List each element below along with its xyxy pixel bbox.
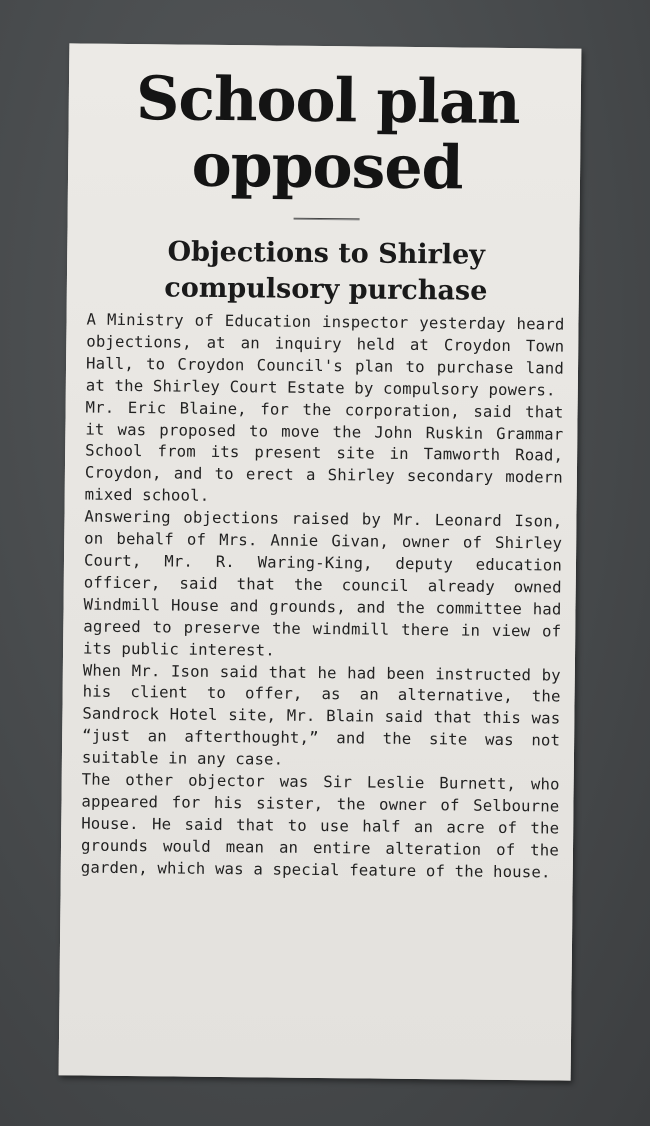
newspaper-clipping bbox=[59, 43, 582, 1080]
article-body bbox=[81, 310, 565, 885]
paragraph-2: Mr. Eric Blaine, for the corporation, said that it was proposed to move the John Ruskin Grammar School from its present site in Tamworth Road, Croydon, and to erect a Shirley secondary modern mixed school. bbox=[84, 398, 564, 506]
headline bbox=[88, 66, 567, 203]
divider-rule bbox=[294, 218, 360, 221]
headline-line-2: opposed bbox=[191, 130, 463, 204]
paragraph-1: A Ministry of Education inspector yesterday heard objections, at an inquiry held at Croydon Town Hall, to Croydon Council's plan to purchase land at the Shirley Court Estate by compulsory powers. bbox=[85, 310, 565, 400]
paragraph-4: When Mr. Ison said that he had been instructed by his client to offer, as an alternative, the Sandrock Hotel site, Mr. Blain said that this was “just an afterthought,” and the site was not suitable in any case. bbox=[81, 661, 561, 769]
paragraph-5: The other objector was Sir Leslie Burnett, who appeared for his sister, the owner of Selbourne House. He said that to use half an acre of the grounds would mean an entire alteration of the garden, which was a special feature of the house. bbox=[80, 770, 560, 882]
headline-line-1: School plan bbox=[135, 64, 520, 139]
subheadline bbox=[87, 234, 566, 311]
paragraph-3: Answering objections raised by Mr. Leonard Ison, on behalf of Mrs. Annie Givan, owner of Shirley Court, Mr. R. Waring-King, deputy education officer, said that the council already owned Windmill House and grounds, and the committee had agreed to preserve the windmill there in view of its public interest. bbox=[82, 507, 563, 660]
subhead-line-1: Objections to Shirley bbox=[167, 236, 486, 271]
subhead-line-2: compulsory purchase bbox=[164, 272, 488, 307]
